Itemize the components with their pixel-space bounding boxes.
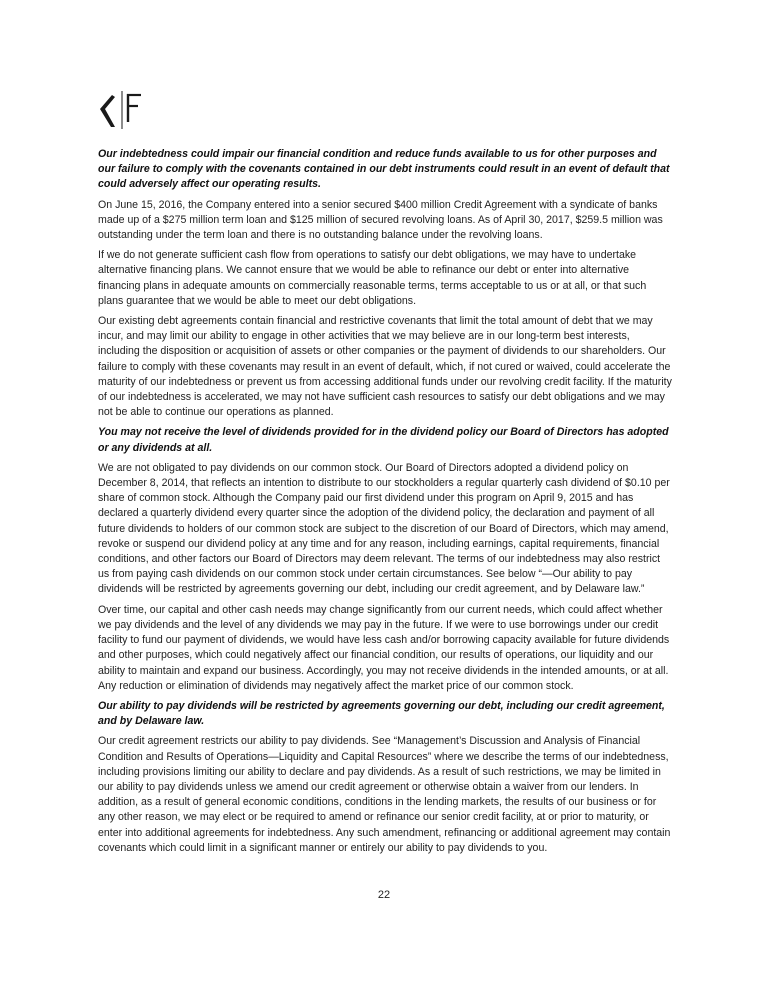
page-number: 22	[377, 889, 391, 901]
paragraph: Our existing debt agreements contain financial and restrictive covenants that limit the total amount of debt that we may incur, and may limit our ability to engage in other activities that we may believe are in our long-term best interests, including the disposition or acquisition of assets or other companies or the payment of dividends to our shareholders. Our failure to comply with these covenants may result in an event of default, which, if not cured or waived, could accelerate the maturity of our indebtedness or prevent us from accessing additional funds under our revolving credit facility. If the maturity of our indebtedness is accelerated, we may not have sufficient cash resources to satisfy our debt obligations and we may not be able to continue our operations as planned.	[98, 315, 672, 419]
document-body	[98, 147, 674, 861]
paragraph: Our credit agreement restricts our ability to pay dividends. See “Management’s Discussion and Analysis of Financial Condition and Results of Operations—Liquidity and Capital Resources” where we describe the terms of our indebtedness, including provisions limiting our ability to declare and pay dividends. As a result of such restrictions, we may be limited in our ability to pay dividends unless we amend our credit agreement or otherwise obtain a waiver from our lenders. In addition, as a result of general economic conditions, conditions in the lending markets, the results of our business or for any other reason, we may elect or be required to amend or refinance our senior credit facility, at or prior to maturity, or enter into additional agreements for indebtedness. Any such amendment, refinancing or additional agreement may contain covenants which could limit in a significant manner or entirely our ability to pay dividends to you.	[98, 735, 671, 854]
section-heading: Our ability to pay dividends will be restricted by agreements governing our debt, including our credit agreement, and by Delaware law.	[98, 699, 665, 728]
paragraph: On June 15, 2016, the Company entered into a senior secured $400 million Credit Agreement with a syndicate of banks made up of a $275 million term loan and $125 million of secured revolving loans. As of April 30, 2017, $259.5 million was outstanding under the term loan and there is no outstanding balance under the revolving loans.	[98, 198, 663, 242]
kf-logo-icon	[98, 90, 144, 130]
paragraph: We are not obligated to pay dividends on our common stock. Our Board of Directors adopted a dividend policy on December 8, 2014, that reflects an intention to distribute to our stockholders a regular quarterly cash dividend of $0.10 per share of common stock. Although the Company paid our first dividend under this program on April 9, 2015 and has declared a quarterly dividend every quarter since the adoption of the dividend policy, the declaration and payment of all future dividends to holders of our common stock are subject to the discretion of our Board of Directors, which may amend, revoke or suspend our dividend policy at any time and for any reason, including earnings, capital requirements, financial conditions, and other factors our Board of Directors may deem relevant. The terms of our indebtedness may also restrict us from paying cash dividends on our common stock under certain circumstances. See below “—Our ability to pay dividends will be restricted by agreements governing our debt, including our credit agreement, and by Delaware law.”	[98, 461, 670, 596]
risk-section-dividend-restrictions	[98, 699, 674, 856]
risk-section-indebtedness	[98, 147, 674, 420]
paragraph: Over time, our capital and other cash needs may change significantly from our current needs, which could affect whether we pay dividends and the level of any dividends we may pay in the future. If we were to use borrowings under our credit facility to fund our payment of dividends, we would have less cash and/or borrowing capacity available for future dividends and other purposes, which could negatively affect our financial condition, our results of operations, our liquidity and our ability to maintain and expand our business. Accordingly, you may not receive dividends in the intended amounts, or at all. Any reduction or elimination of dividends may negatively affect the market price of our common stock.	[98, 603, 670, 692]
section-heading: You may not receive the level of dividends provided for in the dividend policy our Board of Directors has adopted or any dividends at all.	[98, 426, 669, 454]
paragraph: If we do not generate sufficient cash flow from operations to satisfy our debt obligations, we may have to undertake alternative financing plans. We cannot ensure that we would be able to refinance our debt or enter into alternative financing plans in adequate amounts on commercially reasonable terms, terms acceptable to us or at all, or that such plans guarantee that we would be able to meet our debt obligations.	[98, 249, 647, 307]
risk-section-dividend-policy	[98, 425, 674, 693]
section-heading: Our indebtedness could impair our financial condition and reduce funds available to us for other purposes and our failure to comply with the covenants contained in our debt instruments could result in an event of default that could adversely affect our operating results.	[98, 148, 670, 191]
